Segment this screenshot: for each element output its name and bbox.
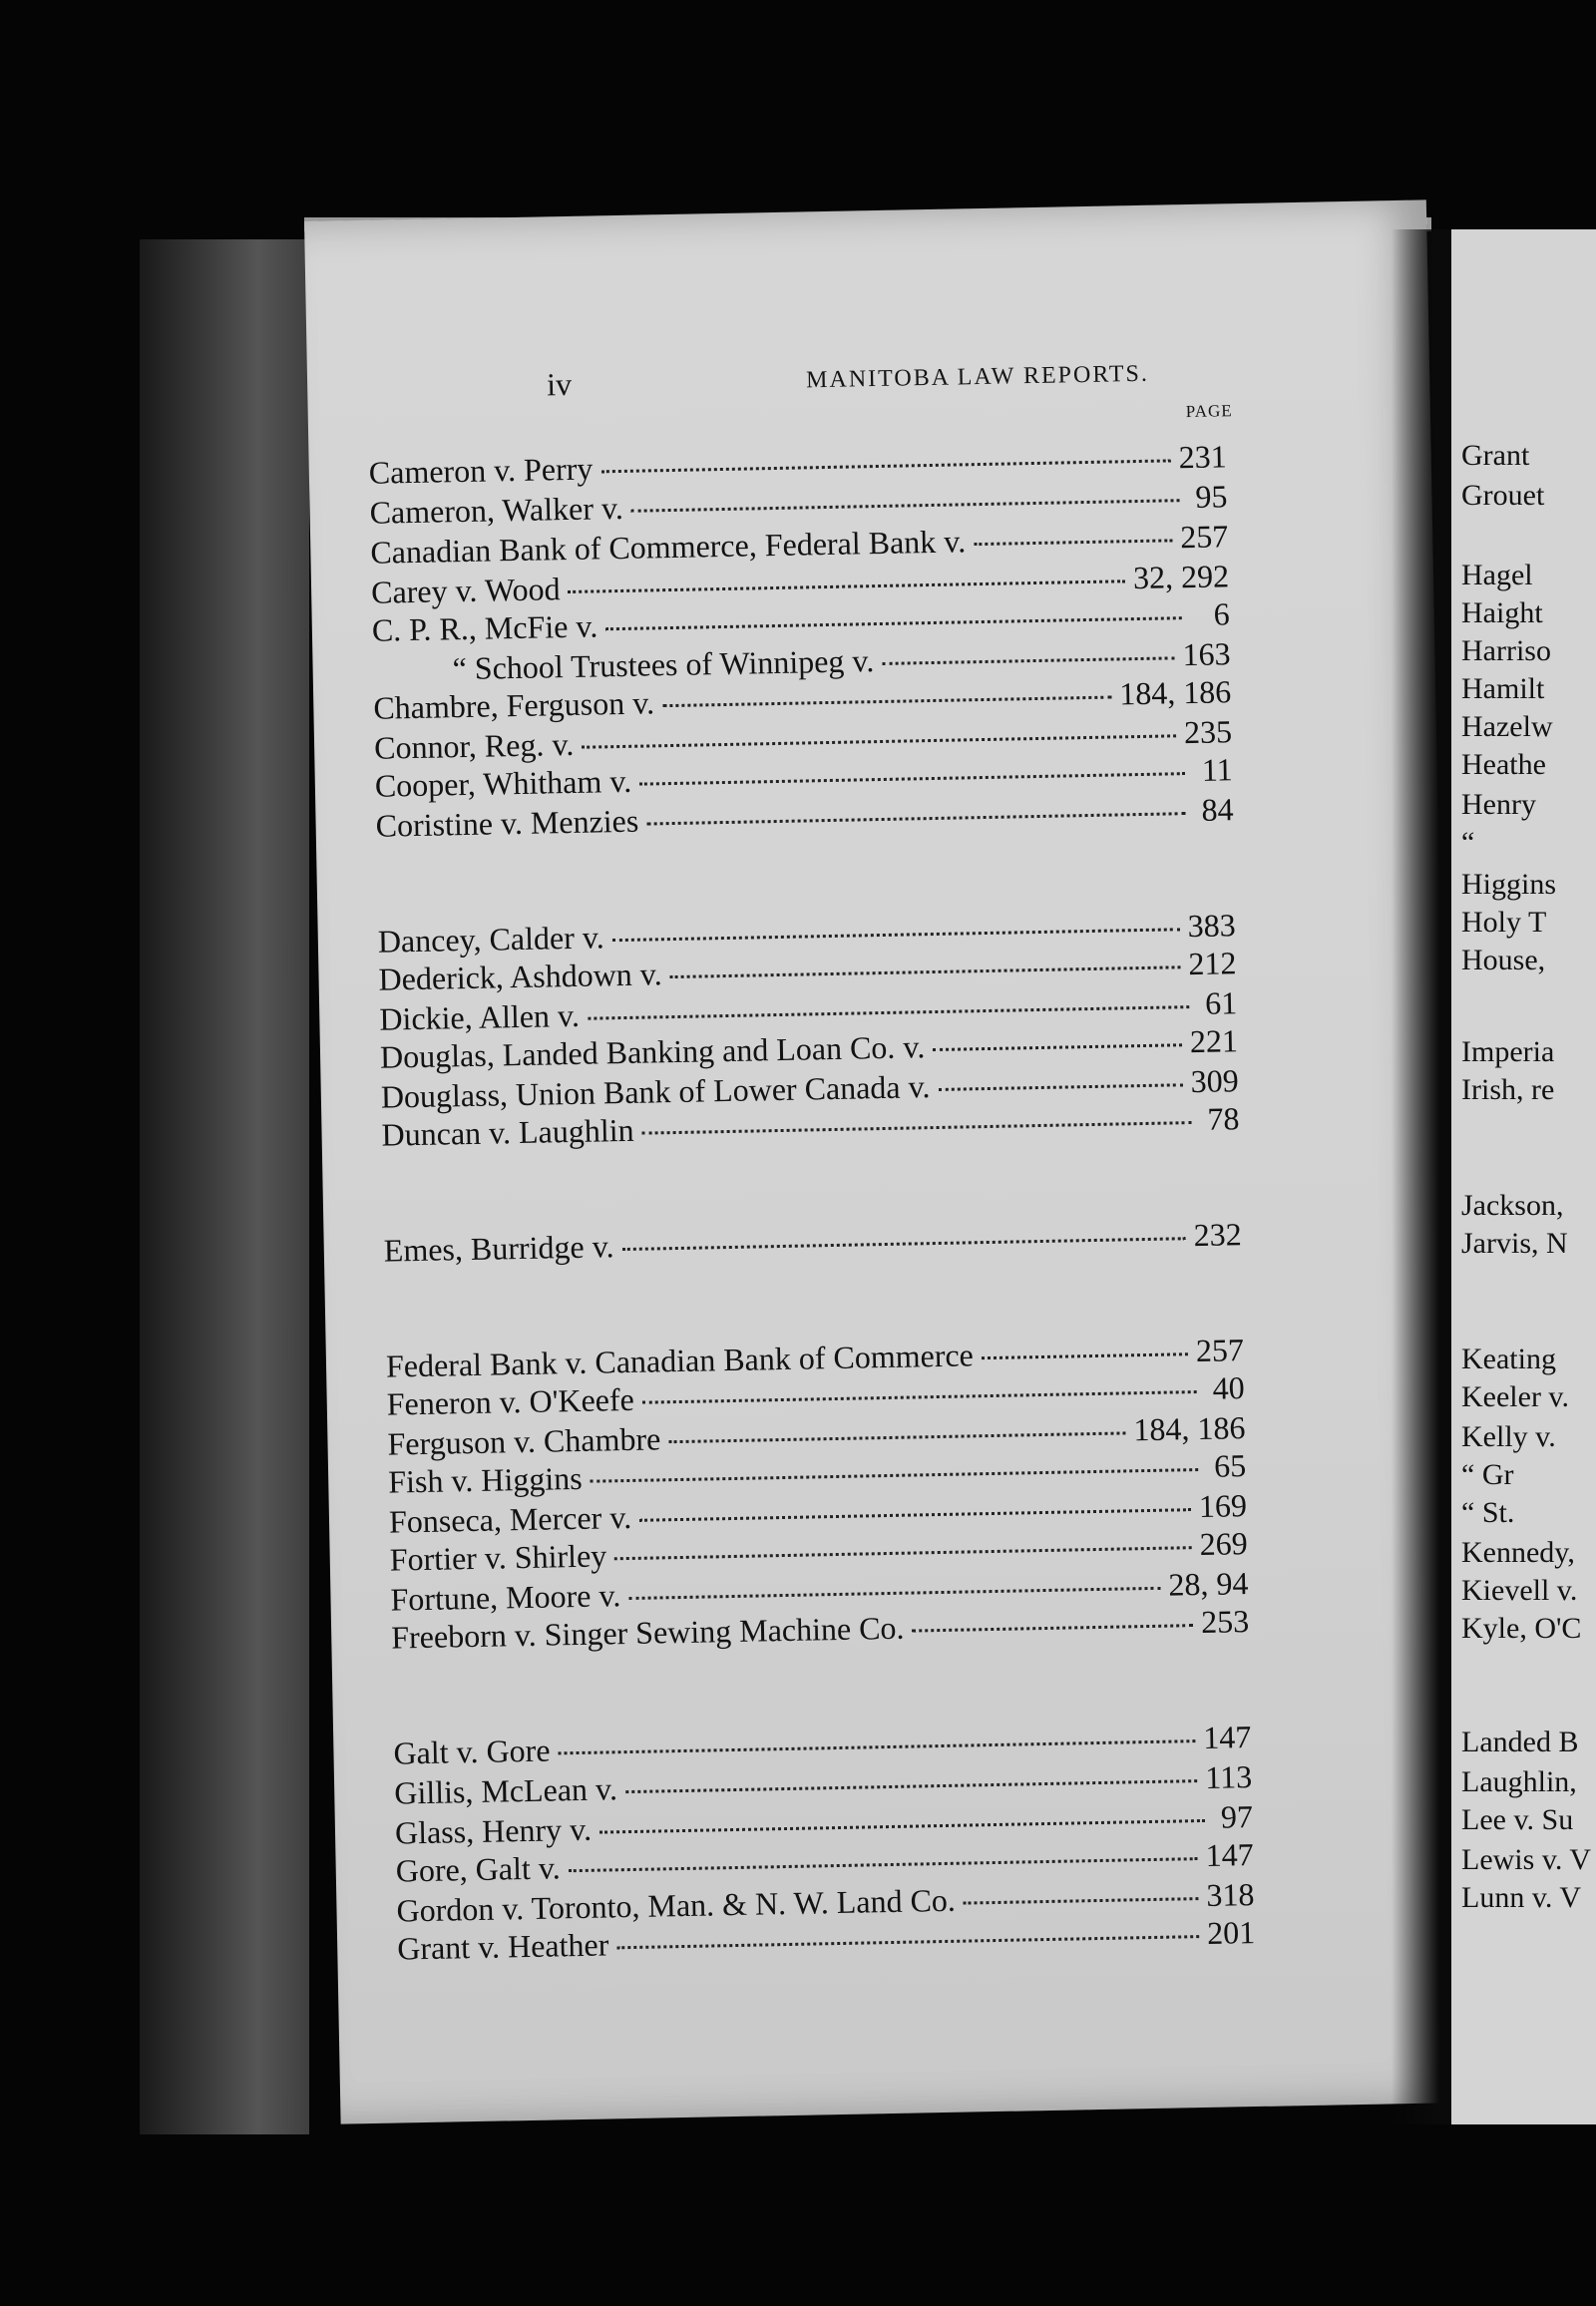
page-header (547, 352, 1306, 407)
facing-page-line: Kelly v. (1461, 1420, 1556, 1453)
facing-page-line: Lewis v. V (1461, 1843, 1591, 1876)
dot-leader (639, 770, 1185, 785)
facing-page-line: Lunn v. V (1461, 1881, 1581, 1914)
facing-page-line: Hagel (1461, 559, 1533, 591)
case-name: Cameron, Walker v. (369, 489, 624, 531)
page-reference: 232 (1193, 1216, 1243, 1254)
facing-page-line: Grant (1461, 439, 1530, 472)
running-title: MANITOBA LAW REPORTS. (805, 360, 1150, 394)
case-name: Grant v. Heather (396, 1926, 609, 1967)
dot-leader (639, 1506, 1191, 1522)
page-reference: 78 (1207, 1100, 1240, 1137)
page-reference: 40 (1212, 1369, 1245, 1406)
facing-page (1451, 229, 1596, 2124)
dot-leader (642, 1119, 1192, 1135)
case-name: Cooper, Whitham v. (374, 762, 632, 804)
facing-page-line: Irish, re (1461, 1073, 1555, 1106)
page-reference: 235 (1183, 713, 1233, 751)
page-reference: 113 (1204, 1758, 1253, 1795)
page-reference: 84 (1201, 791, 1234, 828)
case-name: Fortune, Moore v. (390, 1577, 621, 1618)
facing-page-line: Keeler v. (1461, 1380, 1569, 1413)
page-reference: 163 (1182, 635, 1231, 673)
dot-leader (625, 1777, 1198, 1793)
page-reference: 253 (1200, 1603, 1250, 1640)
dot-leader (614, 1544, 1192, 1560)
dot-leader (974, 537, 1172, 546)
case-name: Galt v. Gore (393, 1731, 551, 1771)
dot-leader (912, 1622, 1193, 1632)
facing-page-line: Imperia (1461, 1035, 1555, 1068)
dot-leader (622, 1235, 1186, 1251)
facing-page-line: Henry (1461, 788, 1536, 821)
case-name: Fonseca, Mercer v. (388, 1498, 632, 1540)
case-name: Dancey, Calder v. (377, 919, 605, 960)
dot-leader (646, 810, 1185, 825)
case-name: Canadian Bank of Commerce, Federal Bank v. (370, 523, 967, 571)
case-name: Connor, Reg. v. (373, 725, 575, 766)
case-index-list (368, 438, 1256, 1967)
page-reference: 147 (1203, 1719, 1252, 1755)
dot-leader (569, 577, 1126, 593)
case-name: Carey v. Wood (370, 571, 561, 610)
facing-page-line: Holy T (1461, 906, 1547, 939)
gutter-shadow (1392, 229, 1451, 2124)
facing-page-line: Harriso (1461, 634, 1551, 667)
case-name: Dederick, Ashdown v. (378, 956, 662, 997)
dot-leader (670, 963, 1181, 978)
case-name: Feneron v. O'Keefe (386, 1380, 635, 1422)
case-name: Cameron v. Perry (368, 450, 594, 491)
page-reference: 269 (1199, 1525, 1248, 1563)
dot-leader (600, 457, 1170, 473)
dot-leader (612, 926, 1180, 942)
page-reference: 11 (1201, 751, 1234, 788)
dot-leader (628, 1585, 1160, 1600)
book-binding (140, 239, 309, 2134)
case-name: Glass, Henry v. (394, 1810, 593, 1851)
page-reference: 309 (1190, 1062, 1240, 1100)
dot-leader (588, 1003, 1189, 1020)
facing-page-line: “ (1461, 826, 1475, 859)
dot-leader (964, 1895, 1199, 1905)
dot-leader (662, 694, 1111, 708)
facing-page-line: Hazelw (1461, 710, 1553, 743)
case-name: Gillis, McLean v. (393, 1770, 618, 1811)
dot-leader (938, 1081, 1182, 1091)
page-reference: 318 (1206, 1876, 1255, 1913)
facing-page-line: House, (1461, 944, 1546, 976)
facing-page-line: Keating (1461, 1343, 1556, 1375)
case-name: Freeborn v. Singer Sewing Machine Co. (390, 1609, 905, 1656)
facing-page-line: Landed B (1461, 1726, 1579, 1758)
case-name: Duncan v. Laughlin (381, 1111, 634, 1153)
page-reference: 97 (1220, 1798, 1254, 1835)
case-name: Coristine v. Menzies (375, 802, 639, 844)
case-name: Douglass, Union Bank of Lower Canada v. (380, 1068, 931, 1115)
dot-leader (982, 1350, 1188, 1359)
page-reference: 61 (1204, 984, 1238, 1021)
case-name: C. P. R., McFie v. (371, 607, 598, 648)
facing-page-line: “ St. (1461, 1496, 1515, 1529)
page-reference: 6 (1213, 595, 1231, 632)
facing-page-line: Grouet (1461, 479, 1545, 512)
case-name: Gore, Galt v. (395, 1849, 562, 1889)
dot-leader (882, 654, 1174, 665)
facing-page-line: Laughlin, (1461, 1765, 1577, 1798)
case-name: Chambre, Ferguson v. (373, 684, 655, 726)
facing-page-line: Haight (1461, 596, 1543, 629)
dot-leader (569, 1855, 1198, 1872)
case-name: Fortier v. Shirley (389, 1537, 607, 1578)
page-reference: 212 (1188, 945, 1237, 982)
page-reference: 184, 186 (1118, 673, 1232, 712)
dot-leader (605, 614, 1182, 630)
page-reference: 32, 292 (1132, 558, 1230, 596)
case-name: Ferguson v. Chambre (387, 1420, 661, 1462)
dot-leader (933, 1041, 1182, 1051)
case-name: Douglas, Landed Banking and Loan Co. v. (379, 1028, 926, 1075)
page-reference: 383 (1187, 907, 1237, 945)
index-entry (383, 1216, 1242, 1273)
case-name: “ School Trustees of Winnipeg v. (452, 642, 875, 687)
page-reference: 231 (1178, 438, 1228, 476)
page-reference: 221 (1189, 1022, 1239, 1060)
facing-page-line: Jackson, (1461, 1189, 1564, 1222)
page-reference: 147 (1205, 1836, 1254, 1873)
dot-leader (599, 1817, 1205, 1834)
facing-page-line: “ Gr (1461, 1458, 1514, 1491)
dot-leader (591, 1466, 1199, 1483)
facing-page-line: Higgins (1461, 868, 1557, 901)
dot-leader (616, 1933, 1199, 1949)
dot-leader (558, 1737, 1195, 1754)
case-name: Gordon v. Toronto, Man. & N. W. Land Co. (396, 1881, 957, 1929)
case-name: Dickie, Allen v. (379, 996, 581, 1037)
facing-page-line: Hamilt (1461, 672, 1545, 705)
case-name: Emes, Burridge v. (383, 1228, 614, 1269)
facing-page-line: Kievell v. (1461, 1574, 1578, 1607)
page-column-label: PAGE (1185, 401, 1233, 422)
page-reference: 169 (1198, 1487, 1248, 1525)
page-number: iv (546, 365, 573, 403)
page-reference: 201 (1206, 1914, 1256, 1951)
dot-leader (582, 732, 1176, 748)
page-reference: 257 (1195, 1332, 1245, 1369)
dot-leader (631, 497, 1180, 513)
facing-page-line: Kennedy, (1461, 1536, 1575, 1569)
facing-page-line: Lee v. Su (1461, 1803, 1574, 1836)
facing-page-line: Jarvis, N (1461, 1227, 1568, 1260)
case-name: Fish v. Higgins (387, 1459, 583, 1500)
page-reference: 257 (1179, 518, 1229, 556)
case-name: Federal Bank v. Canadian Bank of Commerce (385, 1337, 975, 1384)
facing-page-line: Heathe (1461, 748, 1546, 781)
page-reference: 65 (1213, 1447, 1247, 1484)
page-reference: 95 (1195, 478, 1228, 515)
facing-page-line: Kyle, O'C (1461, 1612, 1582, 1645)
page-reference: 184, 186 (1133, 1409, 1246, 1448)
dot-leader (642, 1388, 1197, 1404)
index-page (304, 199, 1462, 2123)
page-reference: 28, 94 (1168, 1565, 1249, 1603)
dot-leader (668, 1429, 1125, 1443)
